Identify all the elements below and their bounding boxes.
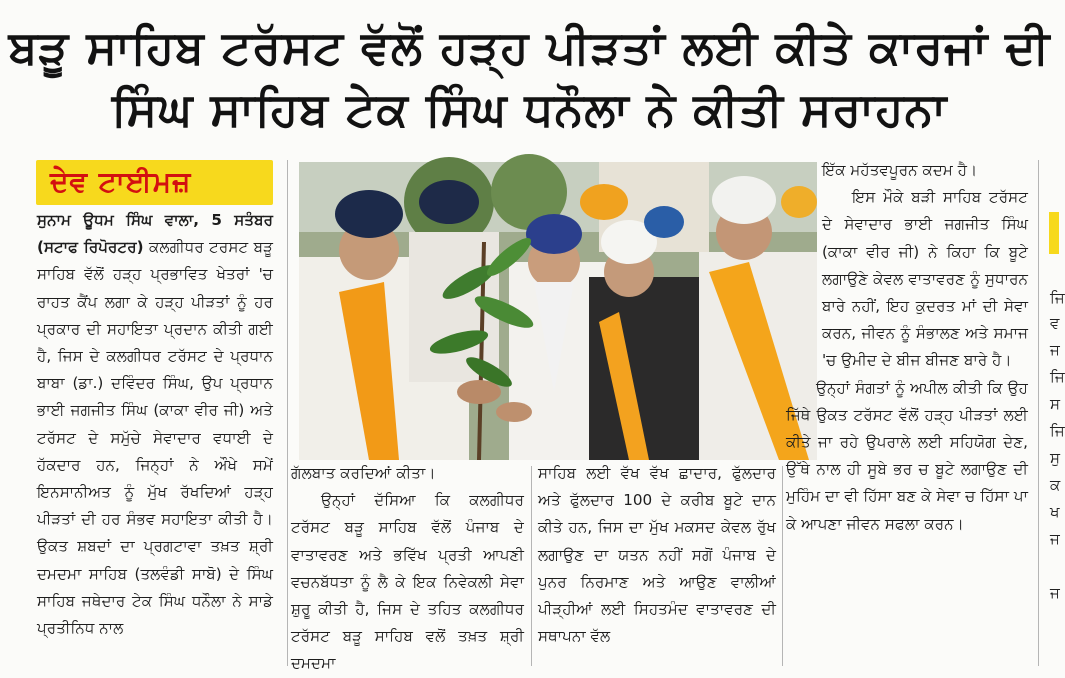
edge-fragment: ਜਿ <box>1050 422 1065 440</box>
edge-fragment: ਜ <box>1050 584 1060 602</box>
article-column-3 <box>538 460 776 650</box>
article-photo <box>299 162 817 460</box>
edge-fragment: ਕ <box>1050 476 1061 494</box>
neighbour-article-badge <box>1049 212 1059 254</box>
article-column-1 <box>37 207 273 642</box>
article-column-2 <box>291 460 524 678</box>
headline-line-2: ਸਿੰਘ ਸਾਹਿਬ ਟੇਕ ਸਿੰਘ ਧਨੌਲਾ ਨੇ ਕੀਤੀ ਸਰਾਹਨਾ <box>111 82 948 136</box>
column-1-text: ਕਲਗੀਧਰ ਟਰਸਟ ਬੜੂ ਸਾਹਿਬ ਵੱਲੋਂ ਹੜ੍ਹ ਪ੍ਰਭਾਵਿਤ ਖੇਤਰਾਂ 'ਚ ਰਾਹਤ ਕੈਂਪ ਲਗਾ ਕੇ ਹੜ੍ਹ ਪੀੜਤਾਂ ਨੂੰ ਹਰ ਪ੍ਰਕਾਰ ਦੀ ਸਹਾਇਤਾ ਪ੍ਰਦਾਨ ਕੀਤੀ ਗਈ ਹੈ, ਜਿਸ ਦੇ ਕਲਗੀਧਰ ਟਰੱਸਟ ਦੇ ਪ੍ਰਧਾਨ ਬਾਬਾ (ਡਾ.) ਦਵਿੰਦਰ ਸਿੰਘ, ਉਪ ਪ੍ਰਧਾਨ ਭਾਈ ਜਗਜੀਤ ਸਿੰਘ (ਕਾਕਾ ਵੀਰ ਜੀ) ਅਤੇ ਟਰੱਸਟ ਦੇ ਸਮੁੱਚੇ ਸੇਵਾਦਾਰ ਵਧਾਈ ਦੇ ਹੱਕਦਾਰ ਹਨ, ਜਿਨ੍ਹਾਂ ਨੇ ਔਖੇ ਸਮੇਂ ਇਨਸਾਨੀਅਤ ਨੂੰ ਮੁੱਖ ਰੱਖਦਿਆਂ ਹੜ੍ਹ ਪੀੜਤਾਂ ਦੀ ਹਰ ਸੰਭਵ ਸਹਾਇਤਾ ਕੀਤੀ ਹੈ। ਉਕਤ ਸ਼ਬਦਾਂ ਦਾ ਪ੍ਰਗਟਾਵਾ ਤਖ਼ਤ ਸ਼੍ਰੀ ਦਮਦਮਾ ਸਾਹਿਬ (ਤਲਵੰਡੀ ਸਾਬੋ) ਦੇ ਸਿੰਘ ਸਾਹਿਬ ਜਥੇਦਾਰ ਟੇਕ ਸਿੰਘ ਧਨੌਲਾ ਨੇ ਸਾਡੇ ਪ੍ਰਤੀਨਿਧ ਨਾਲ <box>37 238 273 638</box>
column-3-paragraph-1: ਸਾਹਿਬ ਲਈ ਵੱਖ ਵੱਖ ਛਾਦਾਰ, ਫੁੱਲਦਾਰ ਅਤੇ ਫੁੱਲਦਾਰ 100 ਦੇ ਕਰੀਬ ਬੂਟੇ ਦਾਨ ਕੀਤੇ ਹਨ, ਜਿਸ ਦਾ ਮੁੱਖ ਮਕਸਦ ਕੇਵਲ ਰੁੱਖ ਲਗਾਉਣ ਦਾ ਯਤਨ ਨਹੀਂ ਸਗੋਂ ਪੰਜਾਬ ਦੇ ਪੁਨਰ ਨਿਰਮਾਣ ਅਤੇ ਆਉਣ ਵਾਲੀਆਂ ਪੀੜ੍ਹੀਆਂ ਲਈ ਸਿਹਤਮੰਦ ਵਾਤਾਵਰਣ ਦੀ ਸਥਾਪਨਾ ਵੱਲ <box>538 464 776 646</box>
column-divider-3 <box>782 466 783 666</box>
edge-fragment: ਵ <box>1050 314 1060 332</box>
edge-fragment: ਜ <box>1050 530 1060 548</box>
headline-line-1: ਬੜੂ ਸਾਹਿਬ ਟਰੱਸਟ ਵੱਲੋਂ ਹੜ੍ਹ ਪੀੜਤਾਂ ਲਈ ਕੀਤੇ ਕਾਰਜਾਂ ਦੀ <box>8 20 1051 74</box>
article-column-4 <box>786 157 1028 538</box>
column-2-paragraph-1: ਗੱਲਬਾਤ ਕਰਦਿਆਂ ਕੀਤਾ। <box>291 464 436 482</box>
column-divider-2 <box>531 466 532 666</box>
badge-text: ਦੇਵ ਟਾਈਮਜ਼ <box>50 165 192 198</box>
column-4-paragraph-2-text: ਉਨ੍ਹਾਂ ਸੰਗਤਾਂ ਨੂੰ ਅਪੀਲ ਕੀਤੀ ਕਿ ਉਹ ਜਿੱਥੇ ਉਕਤ ਟਰੱਸਟ ਵੱਲੋਂ ਹੜ੍ਹ ਪੀੜਤਾਂ ਲਈ ਕੀਤੇ ਜਾ ਰਹੇ ਉਪਰਾਲੇ ਲਈ ਸਹਿਯੋਗ ਦੇਣ, ਉੱਥੇ ਨਾਲ ਹੀ ਸੂਬੇ ਭਰ ਚ ਬੂਟੇ ਲਗਾਉਣ ਦੀ ਮੁਹਿੰਮ ਦਾ ਵੀ ਹਿੱਸਾ ਬਣ ਕੇ ਸੇਵਾ ਚ ਹਿੱਸਾ ਪਾ ਕੇ ਆਪਣਾ ਜੀਵਨ ਸਫਲਾ ਕਰਨ। <box>786 378 1028 533</box>
dateline: ਸੁਨਾਮ ਊਧਮ ਸਿੰਘ ਵਾਲਾ, 5 ਸਤੰਬਰ (ਸਟਾਫ ਰਿਪੋਰਟਰ) <box>37 211 273 257</box>
publication-badge <box>36 160 273 205</box>
column-divider-1 <box>287 160 288 666</box>
column-4-paragraph-2 <box>786 375 1028 538</box>
column-4-paragraph-1: ਇਸ ਮੌਕੇ ਬੜੀ ਸਾਹਿਬ ਟਰੱਸਟ ਦੇ ਸੇਵਾਦਾਰ ਭਾਈ ਜਗਜੀਤ ਸਿੰਘ (ਕਾਕਾ ਵੀਰ ਜੀ) ਨੇ ਕਿਹਾ ਕਿ ਬੂਟੇ ਲਗਾਉਣੇ ਕੇਵਲ ਵਾਤਾਵਰਣ ਨੂੰ ਸੁਧਾਰਨ ਬਾਰੇ ਨਹੀਂ, ਇਹ ਕੁਦਰਤ ਮਾਂ ਦੀ ਸੇਵਾ ਕਰਨ, ਜੀਵਨ ਨੂੰ ਸੰਭਾਲਣ ਅਤੇ ਸਮਾਜ 'ਚ ਉਮੀਦ ਦੇ ਬੀਜ ਬੀਜਣ ਬਾਰੇ ਹੈ। <box>822 188 1028 370</box>
column-2-paragraph-2: ਉਨ੍ਹਾਂ ਦੱਸਿਆ ਕਿ ਕਲਗੀਧਰ ਟਰੱਸਟ ਬੜੂ ਸਾਹਿਬ ਵੱਲੋਂ ਪੰਜਾਬ ਦੇ ਵਾਤਾਵਰਣ ਅਤੇ ਭਵਿੱਖ ਪ੍ਰਤੀ ਆਪਣੀ ਵਚਨਬੱਧਤਾ ਨੂੰ ਲੈ ਕੇ ਇਕ ਨਿਵੇਕਲੀ ਸੇਵਾ ਸ਼ੁਰੂ ਕੀਤੀ ਹੈ, ਜਿਸ ਦੇ ਤਹਿਤ ਕਲਗੀਧਰ ਟਰੱਸਟ ਬੜੂ ਸਾਹਿਬ ਵਲੋਂ ਤਖ਼ਤ ਸ਼੍ਰੀ ਦਮਦਮਾ <box>291 491 524 673</box>
edge-fragment: ਜ <box>1050 341 1060 359</box>
column-1-paragraph <box>37 207 273 642</box>
edge-fragment: ਸੁ <box>1050 449 1060 467</box>
edge-fragment: ਸ <box>1050 395 1060 413</box>
edge-fragment: ਖ <box>1050 503 1060 521</box>
edge-fragment: ਜਿ <box>1050 289 1065 307</box>
column-4-paragraph-0: ਇੱਕ ਮਹੱਤਵਪੂਰਨ ਕਦਮ ਹੈ। <box>822 161 978 179</box>
column-divider-4 <box>1038 160 1039 666</box>
tree-planting-photo <box>299 162 817 460</box>
edge-fragment: ਜਿ <box>1050 368 1065 386</box>
